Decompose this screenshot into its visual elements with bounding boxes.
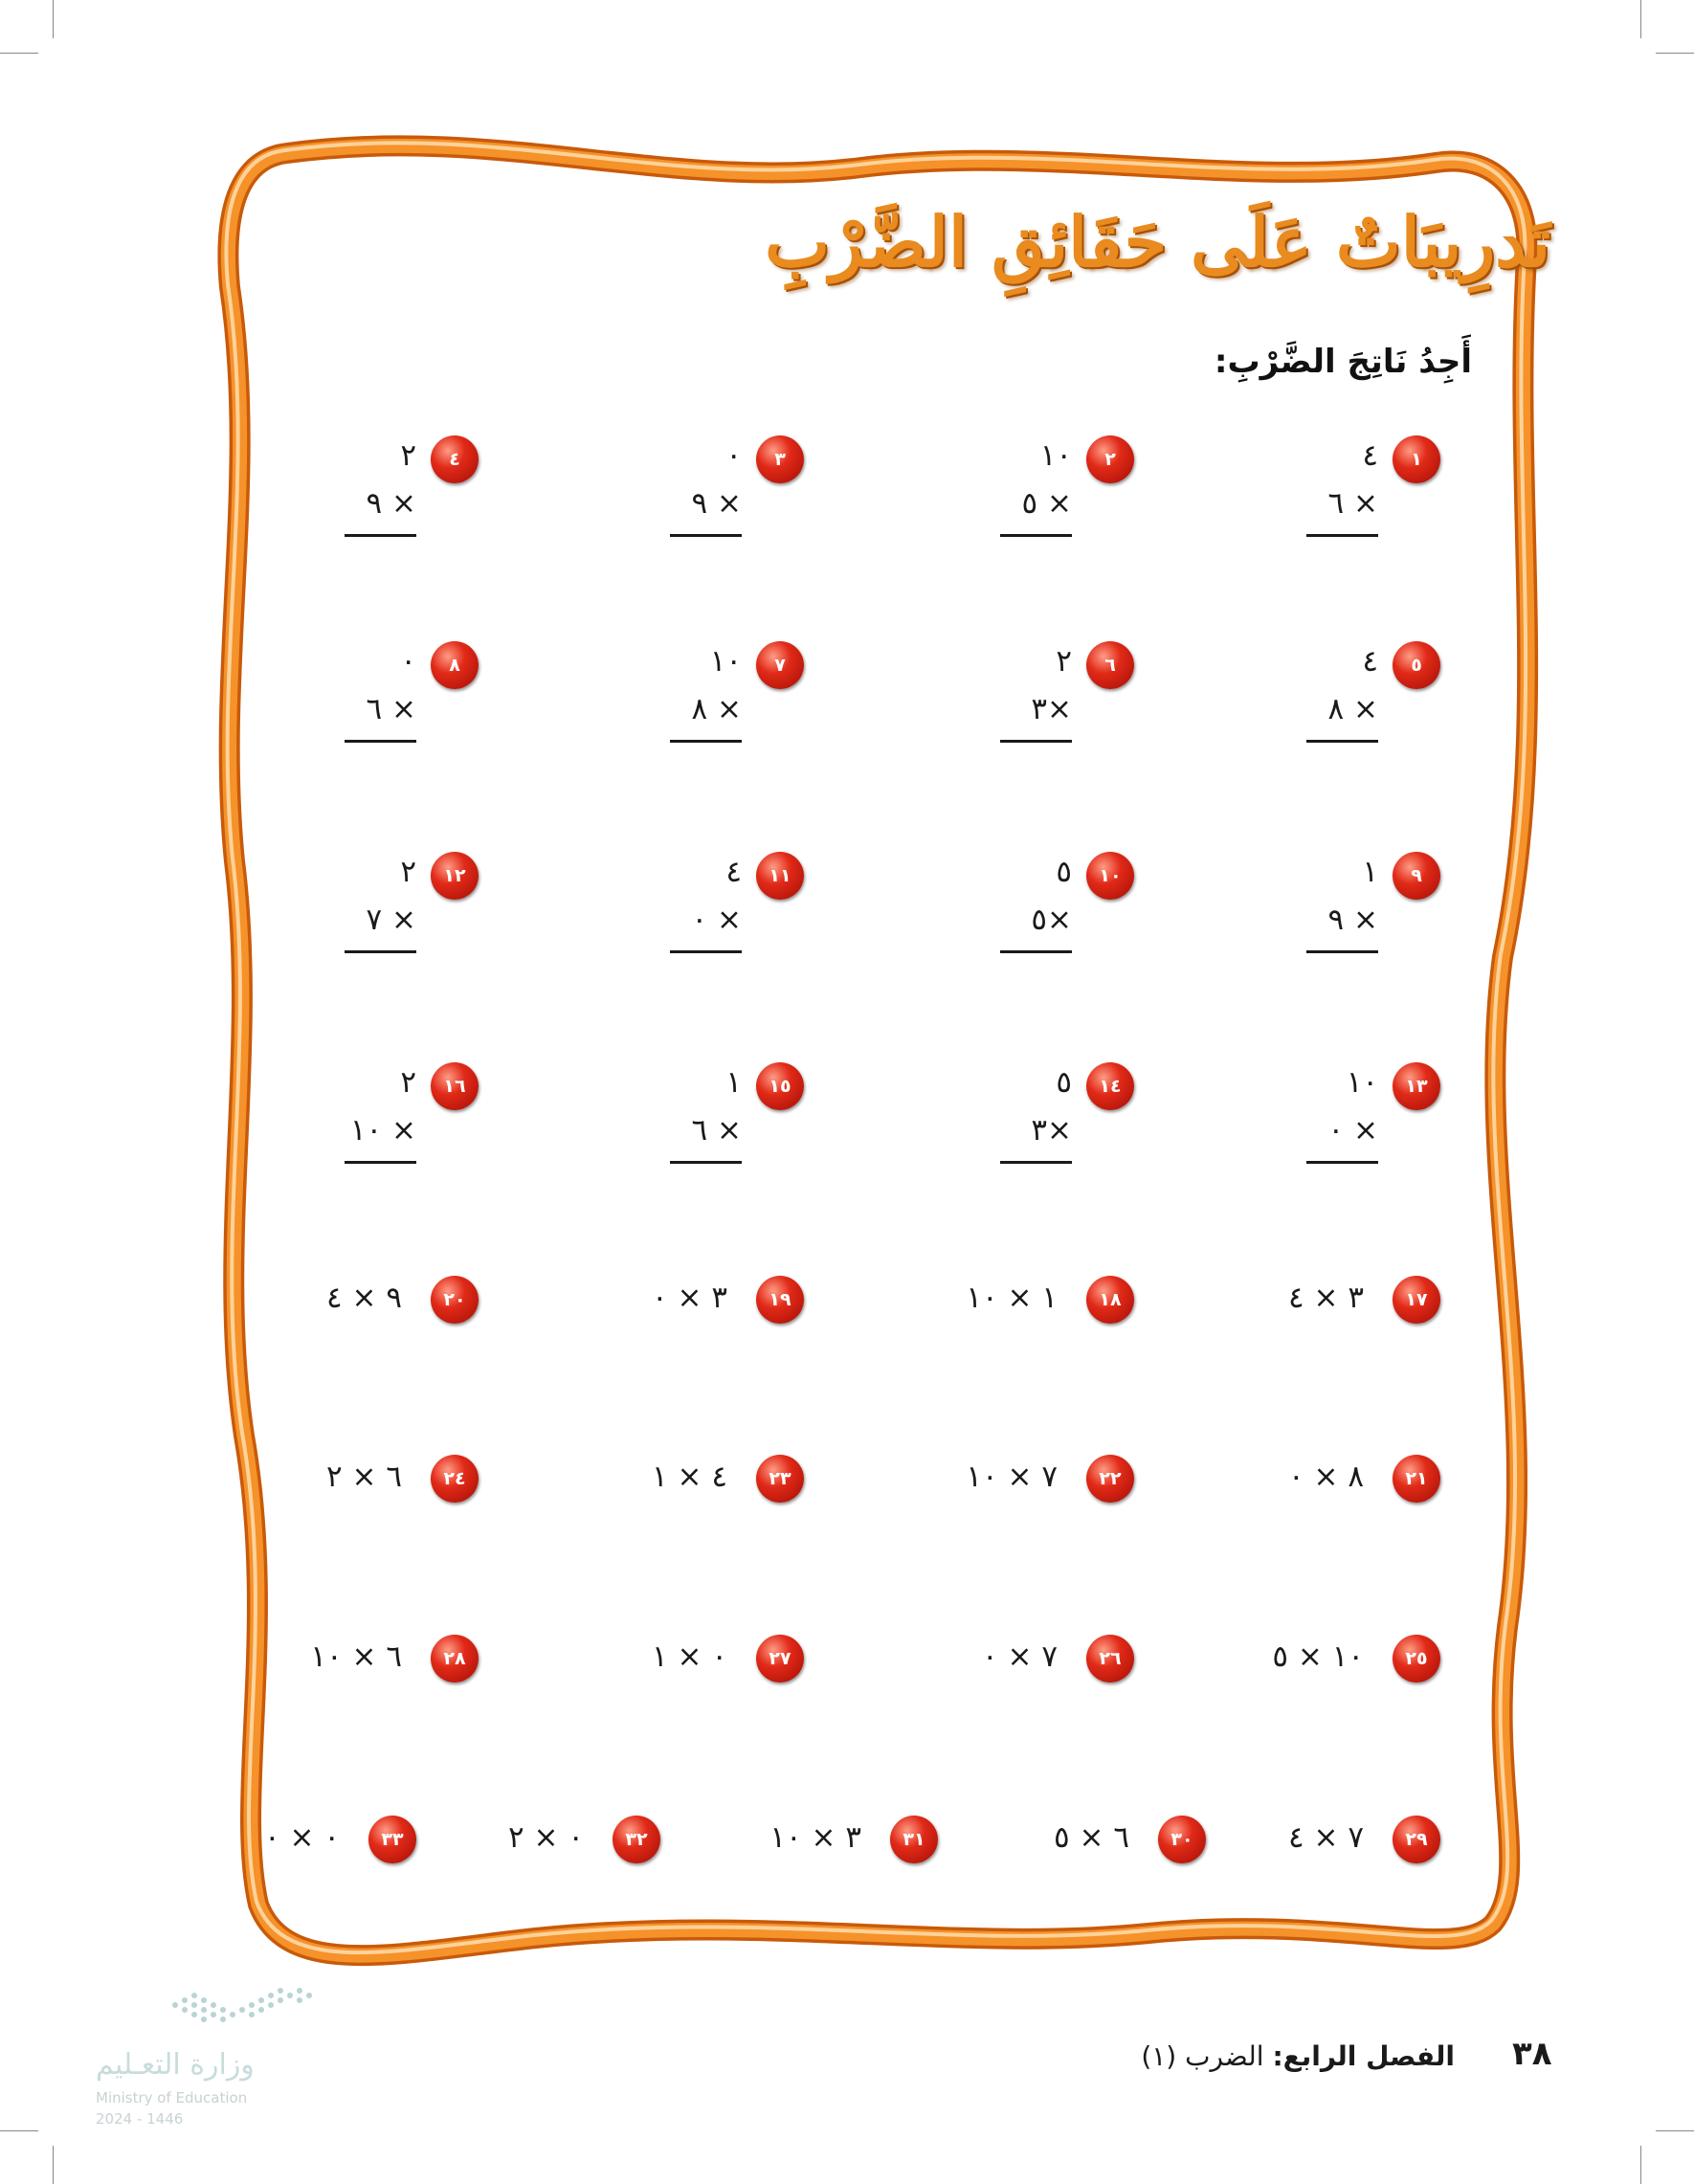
problem-number-badge: ١ bbox=[1393, 435, 1440, 483]
answer-line bbox=[1000, 1161, 1072, 1164]
problem-number-badge: ١٢ bbox=[431, 852, 479, 900]
logo-english: Ministry of Education bbox=[96, 2089, 248, 2106]
footer-chapter bbox=[1141, 2040, 1455, 2072]
answer-line bbox=[670, 950, 742, 953]
problem-number-badge: ١٠ bbox=[1086, 852, 1134, 900]
answer-line bbox=[670, 740, 742, 743]
multiplier: ٦ × bbox=[1327, 486, 1378, 521]
problem-number-badge: ٣ bbox=[756, 435, 804, 483]
multiplicand: ٠ bbox=[400, 644, 416, 679]
multiplication-expression: ٦ × ٥ bbox=[1054, 1820, 1129, 1855]
multiplication-expression: ٣ × ٠ bbox=[652, 1281, 727, 1315]
problem-number-badge: ٢ bbox=[1086, 435, 1134, 483]
problem-number-badge: ١٣ bbox=[1393, 1062, 1440, 1110]
problem-number-badge: ٣٣ bbox=[368, 1816, 416, 1863]
problem-number-badge: ٢٦ bbox=[1086, 1635, 1134, 1683]
logo-dots-icon bbox=[170, 1986, 314, 2034]
multiplicand: ٤ bbox=[1362, 438, 1378, 473]
multiplier: ٨ × bbox=[691, 692, 742, 726]
answer-line bbox=[345, 740, 416, 743]
multiplier: ٣× bbox=[1031, 692, 1072, 726]
multiplier: ٩ × bbox=[691, 486, 742, 521]
multiplicand: ٢ bbox=[400, 1065, 416, 1100]
multiplier: ٠ × bbox=[691, 903, 742, 937]
problem-number-badge: ٢٥ bbox=[1393, 1635, 1440, 1683]
multiplier: ٨ × bbox=[1327, 692, 1378, 726]
problem-number-badge: ٧ bbox=[756, 641, 804, 689]
multiplication-expression: ٣ × ٤ bbox=[1288, 1281, 1364, 1315]
multiplicand: ٤ bbox=[725, 855, 742, 889]
answer-line bbox=[1000, 950, 1072, 953]
problem-number-badge: ١٥ bbox=[756, 1062, 804, 1110]
multiplicand: ٥ bbox=[1056, 1065, 1072, 1100]
multiplicand: ١٠ bbox=[1039, 438, 1072, 473]
answer-line bbox=[1306, 534, 1378, 537]
answer-line bbox=[345, 534, 416, 537]
multiplier: ٥ × bbox=[1021, 486, 1072, 521]
chapter-label: الفصل الرابع: bbox=[1272, 2040, 1455, 2072]
page-number: ٣٨ bbox=[1512, 2035, 1552, 2073]
problem-number-badge: ٣١ bbox=[890, 1816, 938, 1863]
multiplication-expression: ٠ × ٢ bbox=[508, 1820, 584, 1855]
problem-number-badge: ٢١ bbox=[1393, 1455, 1440, 1503]
problem-number-badge: ٨ bbox=[431, 641, 479, 689]
multiplicand: ٢ bbox=[400, 855, 416, 889]
problem-number-badge: ٤ bbox=[431, 435, 479, 483]
multiplication-expression: ٠ × ١ bbox=[652, 1639, 727, 1674]
multiplication-expression: ٧ × ٤ bbox=[1288, 1820, 1364, 1855]
multiplicand: ١٠ bbox=[1346, 1065, 1378, 1100]
logo-year: 2024 - 1446 bbox=[96, 2110, 184, 2128]
problem-number-badge: ٢٣ bbox=[756, 1455, 804, 1503]
multiplicand: ٠ bbox=[725, 438, 742, 473]
problem-number-badge: ٦ bbox=[1086, 641, 1134, 689]
ministry-logo bbox=[96, 1986, 325, 2129]
multiplication-expression: ١ × ١٠ bbox=[966, 1281, 1058, 1315]
multiplicand: ١٠ bbox=[709, 644, 742, 679]
multiplier: ١٠ × bbox=[349, 1113, 416, 1148]
multiplier: ٦ × bbox=[366, 692, 416, 726]
multiplication-expression: ١٠ × ٥ bbox=[1272, 1639, 1364, 1674]
problem-number-badge: ٢٨ bbox=[431, 1635, 479, 1683]
answer-line bbox=[345, 950, 416, 953]
multiplicand: ٥ bbox=[1056, 855, 1072, 889]
multiplier: ٦ × bbox=[691, 1113, 742, 1148]
problem-number-badge: ١٩ bbox=[756, 1276, 804, 1324]
multiplication-expression: ٨ × ٠ bbox=[1288, 1460, 1364, 1494]
instruction-text: أَجِدُ نَاتِجَ الضَّرْبِ: bbox=[1214, 343, 1472, 381]
problem-number-badge: ٢٩ bbox=[1393, 1816, 1440, 1863]
multiplication-expression: ٦ × ٢ bbox=[326, 1460, 402, 1494]
problem-number-badge: ١٨ bbox=[1086, 1276, 1134, 1324]
problem-number-badge: ٩ bbox=[1393, 852, 1440, 900]
problem-number-badge: ٢٧ bbox=[756, 1635, 804, 1683]
problem-number-badge: ٣٢ bbox=[613, 1816, 660, 1863]
logo-arabic: وزارة التعـليم bbox=[96, 2048, 255, 2082]
multiplicand: ١ bbox=[725, 1065, 742, 1100]
multiplier: ٥× bbox=[1031, 903, 1072, 937]
answer-line bbox=[1306, 1161, 1378, 1164]
problem-number-badge: ٢٤ bbox=[431, 1455, 479, 1503]
problem-number-badge: ١١ bbox=[756, 852, 804, 900]
problem-number-badge: ٥ bbox=[1393, 641, 1440, 689]
answer-line bbox=[670, 534, 742, 537]
multiplier: ٣× bbox=[1031, 1113, 1072, 1148]
multiplicand: ١ bbox=[1362, 855, 1378, 889]
problem-number-badge: ١٦ bbox=[431, 1062, 479, 1110]
multiplicand: ٢ bbox=[1056, 644, 1072, 679]
multiplication-expression: ٧ × ٠ bbox=[982, 1639, 1058, 1674]
multiplier: ٠ × bbox=[1327, 1113, 1378, 1148]
problem-number-badge: ١٧ bbox=[1393, 1276, 1440, 1324]
multiplier: ٧ × bbox=[366, 903, 416, 937]
multiplication-expression: ٤ × ١ bbox=[652, 1460, 727, 1494]
answer-line bbox=[1306, 950, 1378, 953]
problem-number-badge: ٢٢ bbox=[1086, 1455, 1134, 1503]
multiplication-expression: ٣ × ١٠ bbox=[769, 1820, 861, 1855]
multiplication-expression: ٩ × ٤ bbox=[326, 1281, 402, 1315]
multiplication-expression: ٧ × ١٠ bbox=[966, 1460, 1058, 1494]
multiplier: ٩ × bbox=[366, 486, 416, 521]
answer-line bbox=[1000, 534, 1072, 537]
multiplicand: ٢ bbox=[400, 438, 416, 473]
answer-line bbox=[670, 1161, 742, 1164]
page-title: تَدرِيبَاتٌ عَلَى حَقَائِقِ الضَّرْبِ bbox=[765, 201, 1550, 282]
problem-number-badge: ٣٠ bbox=[1158, 1816, 1206, 1863]
answer-line bbox=[345, 1161, 416, 1164]
multiplicand: ٤ bbox=[1362, 644, 1378, 679]
multiplication-expression: ٦ × ١٠ bbox=[310, 1639, 402, 1674]
multiplier: ٩ × bbox=[1327, 903, 1378, 937]
answer-line bbox=[1306, 740, 1378, 743]
problem-number-badge: ١٤ bbox=[1086, 1062, 1134, 1110]
problem-number-badge: ٢٠ bbox=[431, 1276, 479, 1324]
lesson-label: الضرب (١) bbox=[1141, 2040, 1264, 2072]
answer-line bbox=[1000, 740, 1072, 743]
multiplication-expression: ٠ × ٠ bbox=[264, 1820, 340, 1855]
